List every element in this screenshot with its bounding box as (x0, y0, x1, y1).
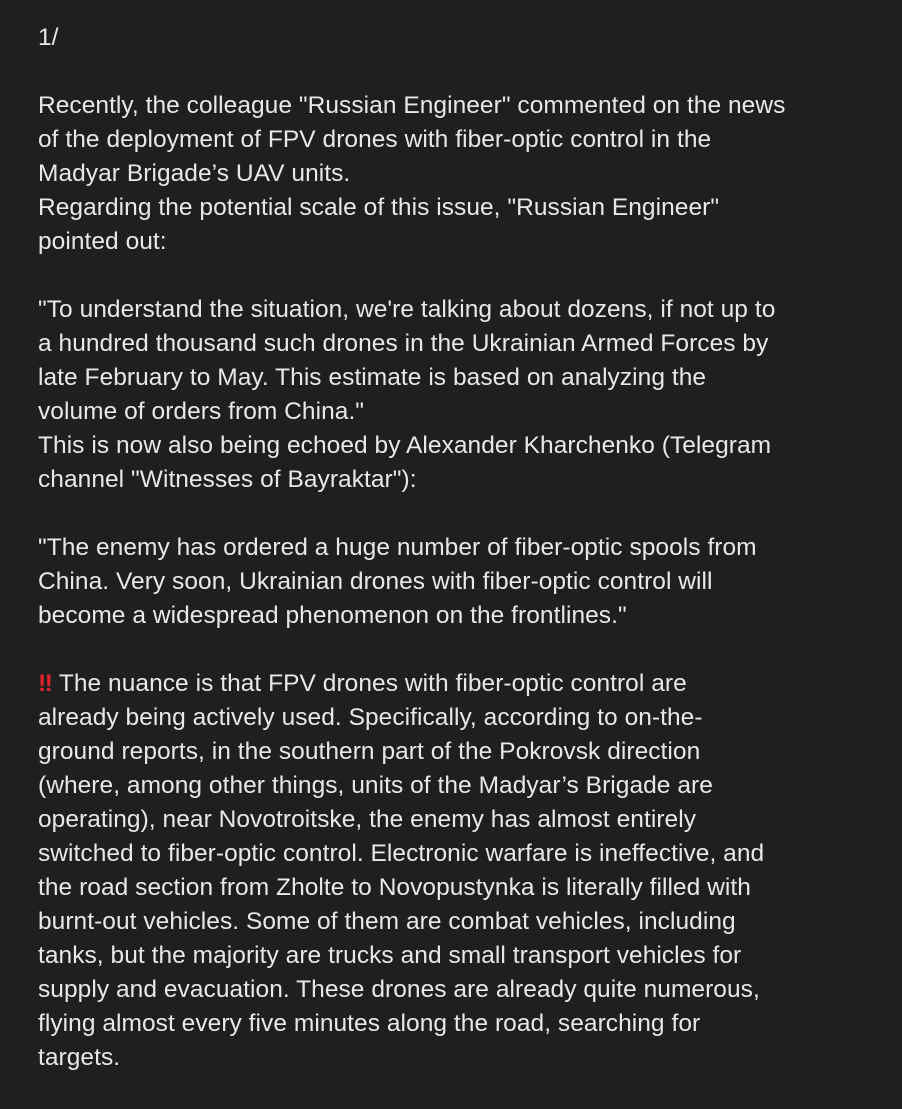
text-line: become a widespread phenomenon on the frontlines." (38, 602, 627, 629)
paragraph-nuance (38, 667, 888, 1075)
text-line: flying almost every five minutes along the road, searching for (38, 1010, 701, 1037)
text-line: late February to May. This estimate is based on analyzing the (38, 364, 707, 391)
text-line: volume of orders from China." (38, 398, 365, 425)
text-line: supply and evacuation. These drones are already quite numerous, (38, 976, 760, 1003)
text-line: operating), near Novotroitske, the enemy has almost entirely (38, 806, 697, 833)
text-line: already being actively used. Specifically, according to on-the- (38, 704, 703, 731)
text-line: targets. (38, 1044, 121, 1071)
text-line: Regarding the potential scale of this issue, "Russian Engineer" (38, 194, 720, 221)
text-line: tanks, but the majority are trucks and small transport vehicles for (38, 942, 742, 969)
text-line: China. Very soon, Ukrainian drones with fiber-optic control will (38, 568, 713, 595)
paragraph-intro (38, 89, 888, 259)
post-number: 1/ (38, 24, 59, 51)
text-line: a hundred thousand such drones in the Ukrainian Armed Forces by (38, 330, 769, 357)
post-number-para (38, 21, 888, 55)
double-exclamation-icon: ‼ (38, 670, 51, 697)
text-line-first (38, 667, 888, 701)
text-line: (where, among other things, units of the Madyar’s Brigade are (38, 772, 713, 799)
text-line: The nuance is that FPV drones with fiber-optic control are (58, 670, 687, 697)
text-line: the road section from Zholte to Novopustynka is literally filled with (38, 874, 751, 901)
text-line: Recently, the colleague "Russian Engineer" commented on the news (38, 92, 786, 119)
text-line: pointed out: (38, 228, 167, 255)
text-line: "The enemy has ordered a huge number of fiber-optic spools from (38, 534, 757, 561)
post-body (38, 21, 888, 1109)
text-line: "To understand the situation, we're talking about dozens, if not up to (38, 296, 776, 323)
text-line: of the deployment of FPV drones with fiber-optic control in the (38, 126, 712, 153)
text-line: This is now also being echoed by Alexander Kharchenko (Telegram (38, 432, 772, 459)
text-line: channel "Witnesses of Bayraktar"): (38, 466, 417, 493)
text-line: burnt-out vehicles. Some of them are combat vehicles, including (38, 908, 736, 935)
paragraph-quote-kharchenko (38, 531, 888, 633)
paragraph-quote-engineer (38, 293, 888, 497)
text-line: ground reports, in the southern part of the Pokrovsk direction (38, 738, 701, 765)
text-line: switched to fiber-optic control. Electronic warfare is ineffective, and (38, 840, 765, 867)
text-line: Madyar Brigade’s UAV units. (38, 160, 351, 187)
